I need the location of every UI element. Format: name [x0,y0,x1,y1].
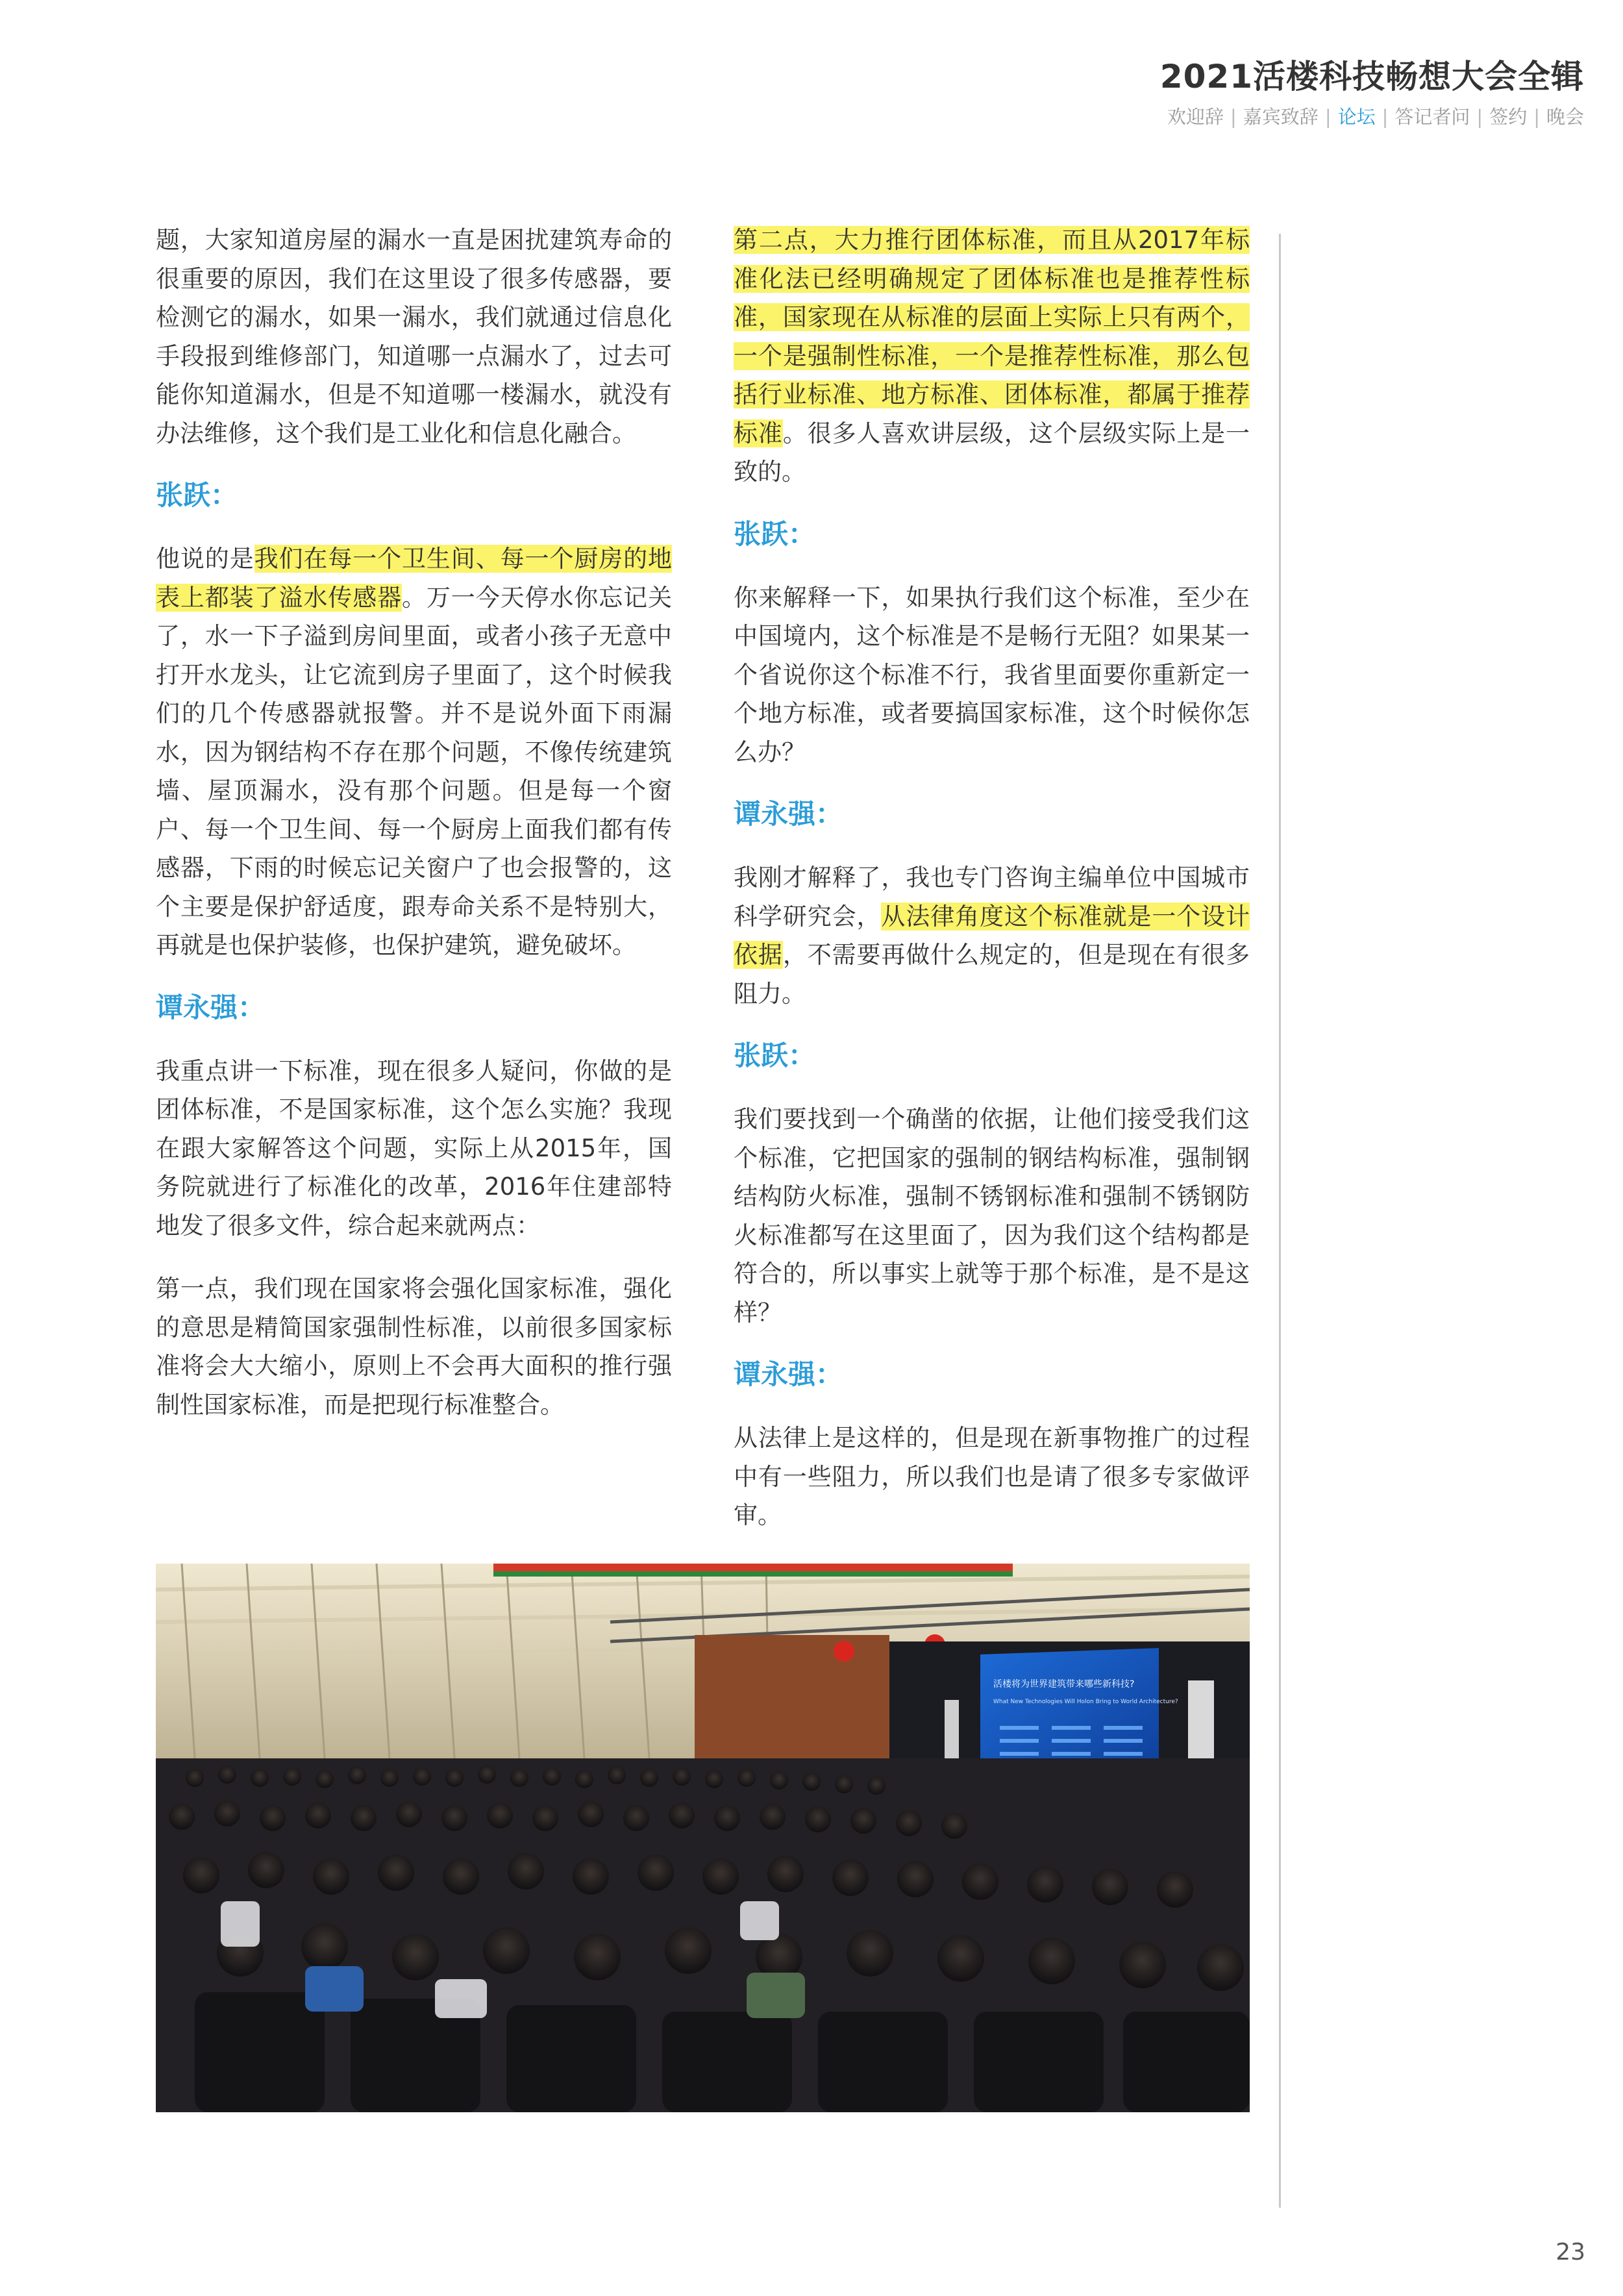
nav-item-guest-speech[interactable]: 嘉宾致辞 [1243,106,1319,128]
paragraph: 我重点讲一下标准，现在很多人疑问，你做的是团体标准，不是国家标准，这个怎么实施？我现在跟大家解答这个问题，实际上从2015年，国务院就进行了标准化的改革，2016年住建部特地发了很多文件，综合起来就两点： [156,1056,672,1240]
nav-item-gala[interactable]: 晚会 [1546,106,1584,128]
text-run: 我刚才解释了，我也专门咨询主编单位中国城市科学研究会， [734,864,1250,930]
document-title: 2021活楼科技畅想大会全辑 [1159,58,1584,95]
nav-item-forum[interactable]: 论坛 [1337,106,1376,128]
conference-photo [156,1564,1250,2112]
paragraph: 你来解释一下，如果执行我们这个标准，至少在中国境内，这个标准是不是畅行无阻？如果某一个省说你这个标准不行，我省里面要你重新定一个地方标准，或者要搞国家标准，这个时候你怎么办？ [734,583,1250,766]
speaker-name: 张跃： [156,479,238,511]
paragraph: 我们要找到一个确凿的依据，让他们接受我们这个标准，它把国家的强制的钢结构标准，强制钢结构防火标准，强制不锈钢标准和强制不锈钢防火标准都写在这里面了，因为我们这个结构都是符合的，所以事实上就等于那个标准，是不是这样？ [734,1105,1250,1327]
speaker-name: 谭永强： [156,991,266,1023]
highlighted-text: 我们在每一个卫生间、每一个厨房的地表上都装了溢水传感器 [156,545,673,612]
speaker-name: 张跃： [734,518,816,550]
text-run: 。万一今天停水你忘记关了，水一下子溢到房间里面，或者小孩子无意中打开水龙头，让它流到房子里面了，这个时候我们的几个传感器就报警。并不是说外面下雨漏水，因为钢结构不存在那个问题，不像传统建筑墙、屋顶漏水，没有那个问题。但是每一个窗户、每一个卫生间、每一个厨房上面我们都有传感器，下雨的时候忘记关窗户了也会报警的，这个主要是保护舒适度，跟寿命关系不是特别大，再就是也保护装修，也保护建筑，避免破坏。 [156,583,672,959]
column-divider [1279,234,1281,2208]
nav-separator: | [1381,106,1389,128]
highlighted-text: 第二点，大力推行团体标准，而且从2017年标准化法已经明确规定了团体标准也是推荐性标准，国家现在从标准的层面上实际上只有两个，一个是强制性标准，一个是推荐性标准，那么包括行业标准、地方标准、团体标准，都属于推荐标准 [734,226,1250,447]
text-run: 。很多人喜欢讲层级，这个层级实际上是一致的。 [734,419,1250,486]
conference-photo-illustration [156,1564,1250,2112]
nav-item-signing[interactable]: 签约 [1489,106,1528,128]
screen-title-en: What New Technologies Will Holon Bring to World Architecture? [993,1699,1178,1705]
paragraph [156,540,672,965]
text-run: 他说的是 [156,545,254,573]
screen-title-cn: 活楼将为世界建筑带来哪些新科技? [993,1679,1135,1690]
speaker-name: 谭永强： [734,1358,843,1390]
speaker-name: 谭永强： [734,798,843,830]
nav-separator: | [1533,106,1540,128]
speaker-name: 张跃： [734,1040,816,1071]
page-number: 23 [1555,2239,1585,2265]
paragraph [734,221,1250,492]
nav-separator: | [1324,106,1332,128]
nav-separator: | [1230,106,1237,128]
section-nav [1167,103,1584,129]
highlighted-text: 从法律角度这个标准就是一个设计依据 [734,902,1250,969]
paragraph: 题，大家知道房屋的漏水一直是困扰建筑寿命的很重要的原因，我们在这里设了很多传感器，要检测它的漏水，如果一漏水，我们就通过信息化手段报到维修部门，知道哪一点漏水了，过去可能你知道漏水，但是不知道哪一楼漏水，就没有办法维修，这个我们是工业化和信息化融合。 [156,226,672,447]
nav-item-welcome[interactable]: 欢迎辞 [1167,106,1224,128]
text-run: ，不需要再做什么规定的，但是现在有很多阻力。 [734,941,1250,1008]
left-column [156,221,672,1449]
right-column [734,221,1250,1560]
paragraph: 第一点，我们现在国家将会强化国家标准，强化的意思是精简国家强制性标准，以前很多国家标准将会大大缩小，原则上不会再大面积的推行强制性国家标准，而是把现行标准整合。 [156,1275,672,1419]
paragraph: 从法律上是这样的，但是现在新事物推广的过程中有一些阻力，所以我们也是请了很多专家做评审。 [734,1424,1250,1529]
nav-separator: | [1476,106,1483,128]
nav-item-press-qa[interactable]: 答记者问 [1394,106,1470,128]
paragraph [734,858,1250,1013]
